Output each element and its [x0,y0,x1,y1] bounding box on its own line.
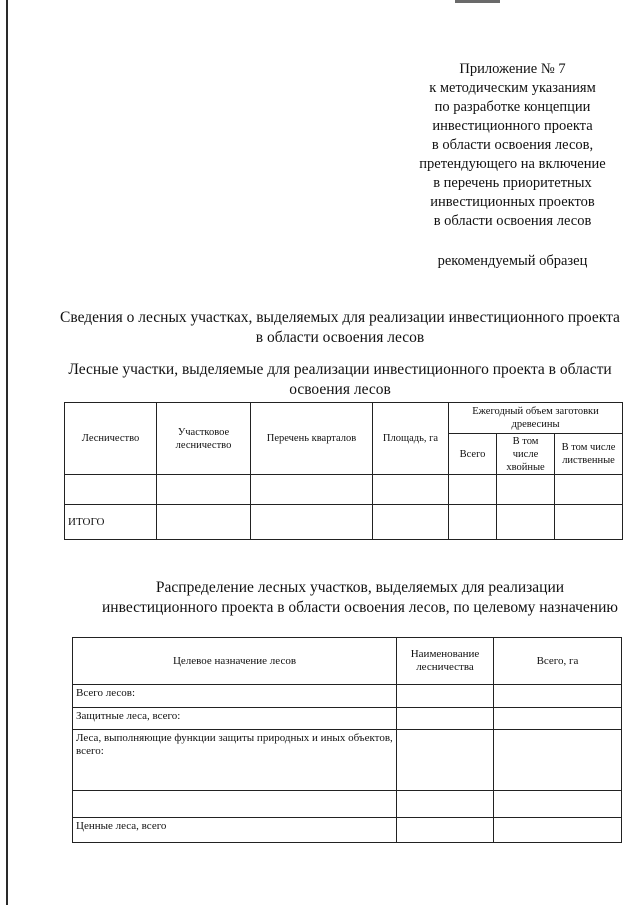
forest-plots-table [64,402,623,540]
table-cell [497,475,555,505]
subheader-total: Всего [449,434,497,475]
plots-heading [55,360,625,400]
scan-edge-top [455,0,500,3]
total-label: ИТОГО [65,505,157,540]
appendix-line: в области освоения лесов, [431,137,594,153]
table-cell [494,708,622,730]
header-purpose: Целевое назначение лесов [73,638,397,685]
total-row [65,505,623,540]
table-cell [497,505,555,540]
row-label: Ценные леса, всего [73,818,397,843]
table-cell [251,505,373,540]
table-cell [449,475,497,505]
appendix-line: Приложение № 7 [459,61,566,77]
table-row [73,730,622,791]
subheader-deciduous: В том числе лиственные [555,434,623,475]
table-row [73,685,622,708]
table-cell [494,730,622,791]
purpose-distribution-table [72,637,622,843]
distribution-heading-line: инвестиционного проекта в области освоения лесов, по целевому назначению [102,599,618,616]
table-row [73,708,622,730]
sample-label: рекомендуемый образец [437,253,588,269]
appendix-line: инвестиционных проектов [430,194,595,210]
subheader-conifer: В том числе хвойные [497,434,555,475]
appendix-line: к методическим указаниям [429,80,596,96]
appendix-line: по разработке концепции [434,99,591,115]
plots-heading-line: Лесные участки, выделяемые для реализации инвестиционного проекта в области [68,361,612,378]
row-label [73,791,397,818]
header-area: Площадь, га [373,403,449,475]
table-row [73,791,622,818]
appendix-line: инвестиционного проекта [432,118,593,134]
table-cell [373,475,449,505]
table-cell [157,475,251,505]
row-label: Защитные леса, всего: [73,708,397,730]
header-annual-harvest: Ежегодный объем заготовки древесины [449,403,623,434]
table-cell [373,505,449,540]
table-cell [251,475,373,505]
header-forestry-name: Наименование лесничества [397,638,494,685]
table-cell [397,791,494,818]
row-label: Всего лесов: [73,685,397,708]
appendix-line: в области освоения лесов [433,213,592,229]
table-cell [494,685,622,708]
appendix-line: претендующего на включение [419,156,606,172]
table-cell [397,708,494,730]
table-cell [494,791,622,818]
info-heading [55,308,625,348]
header-district-forestry: Участковое лесничество [157,403,251,475]
appendix-header [400,60,625,231]
distribution-heading [90,578,630,618]
table-cell [397,730,494,791]
table-cell [65,475,157,505]
header-quarters: Перечень кварталов [251,403,373,475]
table-row [65,475,623,505]
row-label: Леса, выполняющие функции защиты природных и иных объектов, всего: [73,730,397,791]
info-heading-line: Сведения о лесных участках, выделяемых для реализации инвестиционного проекта [60,309,620,326]
table-cell [157,505,251,540]
header-total-ha: Всего, га [494,638,622,685]
distribution-heading-line: Распределение лесных участков, выделяемых для реализации [155,579,565,596]
info-heading-line: в области освоения лесов [255,329,425,346]
header-forestry: Лесничество [65,403,157,475]
table-cell [397,685,494,708]
table-cell [555,475,623,505]
table-cell [449,505,497,540]
appendix-line: в перечень приоритетных [433,175,592,191]
table-cell [494,818,622,843]
table-row [73,818,622,843]
plots-heading-line: освоения лесов [289,381,391,398]
table-cell [397,818,494,843]
table-cell [555,505,623,540]
scan-edge-left [6,0,8,905]
